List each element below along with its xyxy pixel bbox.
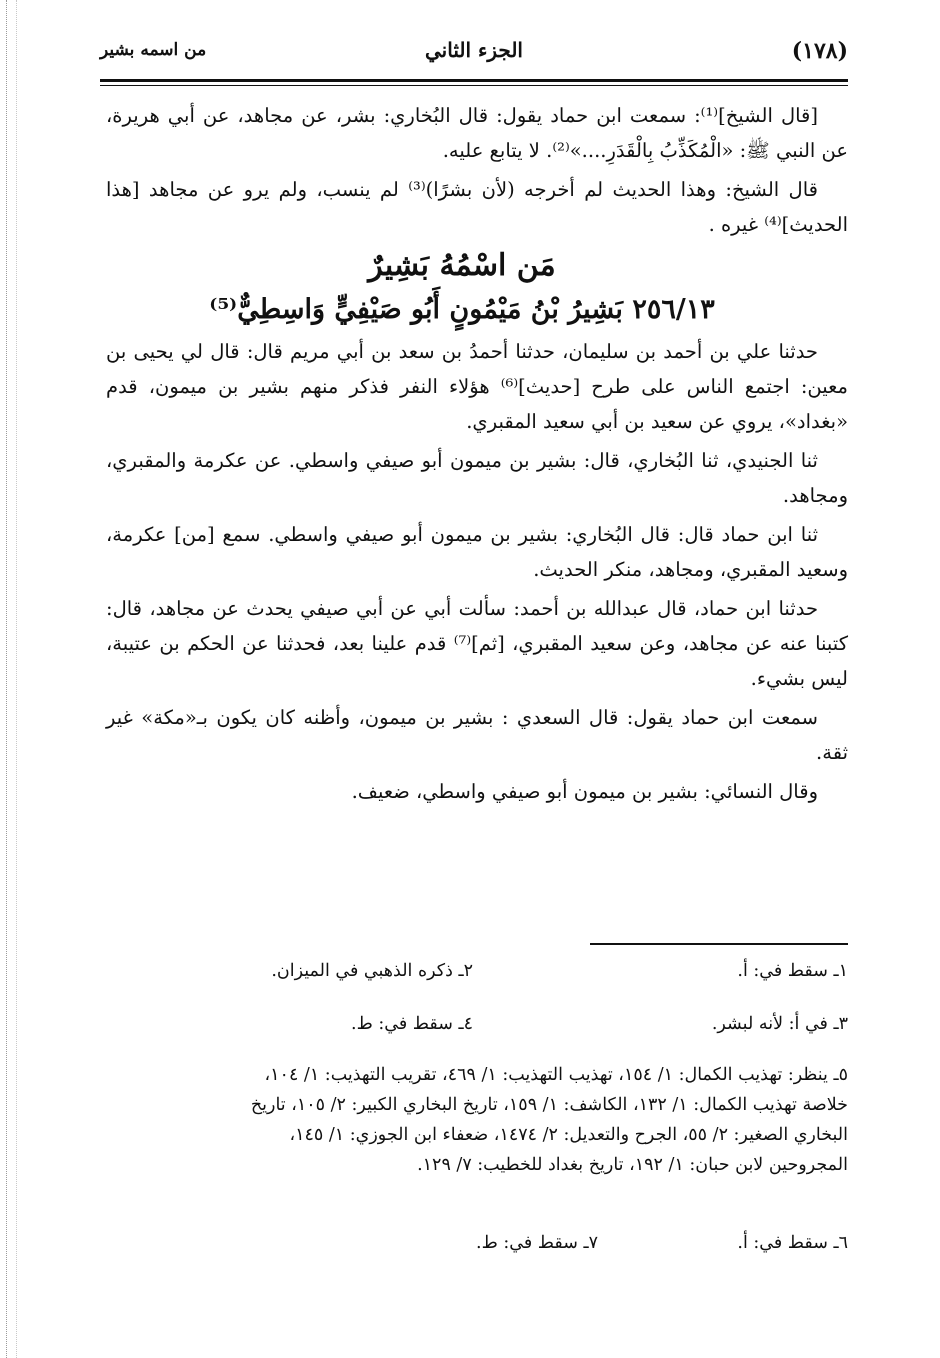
- header-rule: [100, 79, 848, 82]
- volume-label: الجزء الثاني: [425, 38, 523, 62]
- footnote-line: المجروحين لابن حبان: ١/ ١٩٢، تاريخ بغداد للخطيب: ٧/ ١٢٩.: [417, 1155, 848, 1175]
- main-text: [106, 98, 848, 813]
- paragraph: ثنا ابن حماد قال: قال البُخاري: بشير بن ميمون أبو صيفي واسطي. سمع [من] عكرمة، وسعيد المقبري، ومجاهد، منكر الحديث.: [106, 523, 848, 581]
- paragraph: حدثنا علي بن أحمد بن سليمان، حدثنا أحمدُ بن سعد بن أبي مريم قال: قال لي يحيى بن معين: اجتمع الناس على طرح [حديث]⁽⁶⁾ هؤلاء النفر فذكر منهم بشير بن ميمون، قدم «بغداد»، يروي عن سعيد بن أبي سعيد المقبري.: [106, 340, 848, 433]
- page-number: (١٧٨): [791, 38, 848, 64]
- footnote-line: خلاصة تهذيب الكمال: ١/ ١٣٢، الكاشف: ١/ ١٥٩، تاريخ البخاري الكبير: ٢/ ١٠٥، تاريخ: [250, 1095, 848, 1115]
- paragraph: حدثنا ابن حماد، قال عبدالله بن أحمد: سألت أبي عن أبي صيفي يحدث عن مجاهد، قال: كتبنا عنه عن مجاهد، وعن سعيد المقبري، [ثم]⁽⁷⁾ قدم علينا بعد، فحدثنا عن الحكم بن عتيبة، ليس بشيء.: [106, 597, 848, 690]
- footnote-5: [100, 1060, 848, 1180]
- header-rule-thin: [100, 85, 848, 86]
- footnote: ١ـ سقط في: أ.: [737, 961, 848, 981]
- footnote: ٧ـ سقط في: ط.: [476, 1233, 598, 1253]
- running-header: [100, 34, 848, 74]
- paragraph: سمعت ابن حماد يقول: قال السعدي : بشير بن ميمون، وأظنه كان يكون بـ«مكة» غير ثقة.: [106, 706, 848, 764]
- footnote: ٤ـ سقط في: ط.: [351, 1014, 473, 1034]
- footnote-line: ٥ـ ينظر: تهذيب الكمال: ١/ ١٥٤، تهذيب التهذيب: ١/ ٤٦٩، تقريب التهذيب: ١/ ١٠٤،: [264, 1065, 848, 1085]
- scan-edge: [16, 0, 17, 1358]
- section-title: مَن اسْمُهُ بَشِيرٌ: [368, 248, 556, 283]
- footnote: ٢ـ ذكره الذهبي في الميزان.: [271, 961, 473, 981]
- paragraph: [قال الشيخ]⁽¹⁾: سمعت ابن حماد يقول: قال البُخاري: بشر، عن مجاهد، عن أبي هريرة، عن النبي ﷺ: «الْمُكَذِّبُ بِالْقَدَرِ....»⁽²⁾. لا يتابع عليه.: [106, 104, 848, 162]
- footnote: ٣ـ في أ: لأنه لبشر.: [711, 1014, 848, 1034]
- footnote-line: البخاري الصغير: ٢/ ٥٥، الجرح والتعديل: ٢/ ١٤٧٤، ضعفاء ابن الجوزي: ١/ ١٤٥،: [289, 1125, 848, 1145]
- footnote-rule: [590, 943, 848, 945]
- paragraph: قال الشيخ: وهذا الحديث لم أخرجه (لأن بشرًا)⁽³⁾ لم ينسب، ولم يرو عن مجاهد [هذا الحديث]⁽⁴⁾ غيره .: [106, 178, 848, 236]
- paragraph: ثنا الجنيدي، ثنا البُخاري، قال: بشير بن ميمون أبو صيفي واسطي. عن عكرمة والمقبري، ومجاهد.: [106, 449, 848, 507]
- section-label: من اسمه بشير: [100, 40, 207, 60]
- scan-edge: [6, 0, 7, 1358]
- entry-title: ٢٥٦/١٣ بَشِيرُ بْنُ مَيْمُونٍ أَبُو صَيْفِيٍّ وَاسِطِيٌّ⁽⁵⁾: [209, 294, 715, 325]
- footnote: ٦ـ سقط في: أ.: [737, 1233, 848, 1253]
- paragraph: وقال النسائي: بشير بن ميمون أبو صيفي واسطي، ضعيف.: [351, 780, 818, 803]
